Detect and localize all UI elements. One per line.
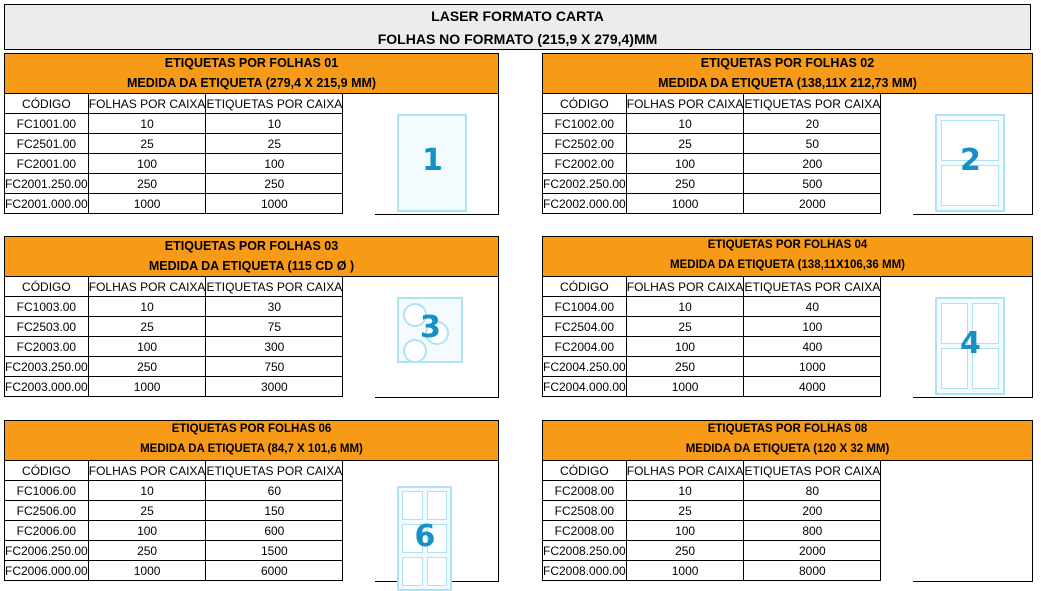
label-sheet-image [375, 93, 499, 215]
table-cell: 2000 [744, 541, 881, 561]
column-header: ETIQUETAS POR CAIXA [206, 461, 343, 481]
table-cell: FC2501.00 [5, 134, 89, 154]
table-cell: FC2008.00 [543, 481, 627, 501]
table-row [543, 377, 881, 397]
table-row [543, 174, 881, 194]
table-cell: 10 [626, 114, 744, 134]
block-title: ETIQUETAS POR FOLHAS 08 [707, 423, 868, 435]
table-header-row [5, 461, 343, 481]
block-subtitle: MEDIDA DA ETIQUETA (279,4 X 215,9 MM) [126, 76, 377, 90]
column-header: CÓDIGO [5, 277, 89, 297]
table-row [543, 357, 881, 377]
table-cell: 10 [88, 297, 206, 317]
table-cell: 10 [88, 481, 206, 501]
table-cell: FC2004.250.00 [543, 357, 627, 377]
table-cell: 20 [744, 114, 881, 134]
column-header: FOLHAS POR CAIXA [88, 277, 206, 297]
table-cell: 1500 [206, 541, 343, 561]
column-header: FOLHAS POR CAIXA [626, 94, 744, 114]
table-cell: 4000 [744, 377, 881, 397]
table-cell: 25 [626, 134, 744, 154]
table-row [5, 377, 343, 397]
table-row [5, 174, 343, 194]
table-row [5, 561, 343, 581]
table-header-row [543, 94, 881, 114]
table-cell: 100 [206, 154, 343, 174]
table-cell: FC2008.00 [543, 521, 627, 541]
table-row [5, 501, 343, 521]
table-cell: 25 [88, 317, 206, 337]
table-cell: 250 [206, 174, 343, 194]
column-header: CÓDIGO [543, 277, 627, 297]
label-cell-icon [427, 491, 448, 520]
label-sheet-image [375, 460, 499, 582]
table-cell: 60 [206, 481, 343, 501]
table-row [543, 481, 881, 501]
table-cell: 25 [88, 501, 206, 521]
table-row [543, 521, 881, 541]
table-cell: FC2006.00 [5, 521, 89, 541]
block-title: ETIQUETAS POR FOLHAS 04 [707, 239, 868, 251]
table-row [5, 154, 343, 174]
table-cell: FC2002.250.00 [543, 174, 627, 194]
table-cell: 100 [88, 154, 206, 174]
label-sheet-image [375, 276, 499, 398]
table-cell: 250 [626, 357, 744, 377]
table-cell: 1000 [88, 561, 206, 581]
header-subtitle: FOLHAS NO FORMATO (215,9 X 279,4)MM [377, 31, 658, 47]
product-table [542, 276, 881, 397]
table-cell: FC2008.000.00 [543, 561, 627, 581]
table-cell: FC1004.00 [543, 297, 627, 317]
table-cell: 75 [206, 317, 343, 337]
table-cell: 250 [88, 541, 206, 561]
label-cell-icon [402, 557, 423, 586]
table-cell: 250 [88, 357, 206, 377]
table-cell: 10 [206, 114, 343, 134]
column-header: ETIQUETAS POR CAIXA [206, 277, 343, 297]
table-cell: FC1002.00 [543, 114, 627, 134]
table-cell: FC2003.000.00 [5, 377, 89, 397]
table-row [543, 337, 881, 357]
table-cell: FC2504.00 [543, 317, 627, 337]
table-cell: 8000 [744, 561, 881, 581]
block-subtitle: MEDIDA DA ETIQUETA (115 CD Ø ) [148, 259, 355, 273]
sheet-number-icon: 1 [422, 143, 443, 178]
product-table [4, 276, 343, 397]
table-cell: 10 [626, 297, 744, 317]
table-cell: 400 [744, 337, 881, 357]
table-header-row [5, 94, 343, 114]
table-header-row [5, 277, 343, 297]
table-cell: 100 [626, 154, 744, 174]
table-cell: FC2508.00 [543, 501, 627, 521]
table-cell: FC2001.250.00 [5, 174, 89, 194]
table-cell: 250 [88, 174, 206, 194]
label-cell-icon [402, 491, 423, 520]
table-cell: FC2003.00 [5, 337, 89, 357]
table-cell: 750 [206, 357, 343, 377]
table-row [543, 297, 881, 317]
table-cell: 150 [206, 501, 343, 521]
table-cell: 800 [744, 521, 881, 541]
table-row [5, 357, 343, 377]
column-header: CÓDIGO [543, 461, 627, 481]
table-row [543, 114, 881, 134]
sheet-number-icon: 2 [960, 143, 981, 178]
table-cell: FC1001.00 [5, 114, 89, 134]
sheet-number-icon: 4 [960, 326, 981, 361]
table-cell: FC2506.00 [5, 501, 89, 521]
table-cell: 100 [88, 521, 206, 541]
table-cell: FC2001.00 [5, 154, 89, 174]
column-header: ETIQUETAS POR CAIXA [744, 461, 881, 481]
table-cell: FC2006.000.00 [5, 561, 89, 581]
block-title-bar [542, 420, 1033, 461]
block-title-bar [4, 420, 499, 461]
header-title: LASER FORMATO CARTA [431, 8, 604, 24]
table-cell: 600 [206, 521, 343, 541]
block-title-bar [4, 236, 499, 277]
column-header: ETIQUETAS POR CAIXA [206, 94, 343, 114]
table-cell: 1000 [626, 561, 744, 581]
table-row [543, 154, 881, 174]
product-table [4, 460, 343, 581]
label-sheet-image [913, 93, 1033, 215]
table-cell: 25 [626, 501, 744, 521]
column-header: CÓDIGO [5, 461, 89, 481]
column-header: ETIQUETAS POR CAIXA [744, 94, 881, 114]
table-cell: 1000 [206, 194, 343, 214]
sheet-number-icon: 3 [420, 310, 441, 345]
table-cell: 100 [88, 337, 206, 357]
product-table [542, 93, 881, 214]
table-cell: 40 [744, 297, 881, 317]
label-sheet-image [913, 276, 1033, 398]
table-cell: 25 [88, 134, 206, 154]
table-row [5, 337, 343, 357]
table-cell: 1000 [626, 377, 744, 397]
product-table [542, 460, 881, 581]
table-row [543, 541, 881, 561]
table-cell: 200 [744, 501, 881, 521]
block-title: ETIQUETAS POR FOLHAS 03 [164, 239, 339, 253]
label-cell-icon [427, 557, 448, 586]
table-cell: 10 [626, 481, 744, 501]
table-cell: 50 [744, 134, 881, 154]
table-cell: FC2503.00 [5, 317, 89, 337]
block-subtitle: MEDIDA DA ETIQUETA (84,7 X 101,6 MM) [140, 443, 363, 455]
table-row [5, 317, 343, 337]
document-header [4, 4, 1031, 50]
label-sheet-image [913, 460, 1033, 582]
block-title: ETIQUETAS POR FOLHAS 06 [171, 423, 332, 435]
column-header: ETIQUETAS POR CAIXA [744, 277, 881, 297]
table-row [5, 541, 343, 561]
table-cell: 300 [206, 337, 343, 357]
table-header-row [543, 461, 881, 481]
table-cell: 1000 [88, 377, 206, 397]
column-header: FOLHAS POR CAIXA [626, 461, 744, 481]
table-cell: FC2006.250.00 [5, 541, 89, 561]
table-row [5, 194, 343, 214]
block-title-bar [542, 53, 1033, 94]
table-row [5, 521, 343, 541]
table-cell: FC2502.00 [543, 134, 627, 154]
table-row [5, 481, 343, 501]
table-cell: 1000 [744, 357, 881, 377]
table-row [543, 561, 881, 581]
block-title: ETIQUETAS POR FOLHAS 01 [164, 56, 339, 70]
table-row [543, 134, 881, 154]
table-cell: 1000 [88, 194, 206, 214]
block-subtitle: MEDIDA DA ETIQUETA (120 X 32 MM) [685, 443, 890, 455]
table-cell: 500 [744, 174, 881, 194]
table-row [543, 501, 881, 521]
table-cell: 10 [88, 114, 206, 134]
table-cell: 25 [626, 317, 744, 337]
block-subtitle: MEDIDA DA ETIQUETA (138,11X 212,73 MM) [658, 76, 917, 90]
table-cell: FC2001.000.00 [5, 194, 89, 214]
table-row [543, 317, 881, 337]
table-cell: 30 [206, 297, 343, 317]
table-cell: FC2004.000.00 [543, 377, 627, 397]
table-cell: 1000 [626, 194, 744, 214]
table-cell: 250 [626, 541, 744, 561]
table-cell: 25 [206, 134, 343, 154]
table-cell: FC2008.250.00 [543, 541, 627, 561]
table-cell: FC2002.000.00 [543, 194, 627, 214]
table-cell: 3000 [206, 377, 343, 397]
table-cell: 2000 [744, 194, 881, 214]
table-cell: FC1003.00 [5, 297, 89, 317]
block-title-bar [542, 236, 1033, 277]
block-title: ETIQUETAS POR FOLHAS 02 [700, 56, 875, 70]
table-cell: 250 [626, 174, 744, 194]
table-cell: FC2003.250.00 [5, 357, 89, 377]
column-header: FOLHAS POR CAIXA [88, 94, 206, 114]
block-title-bar [4, 53, 499, 94]
block-subtitle: MEDIDA DA ETIQUETA (138,11X106,36 MM) [670, 259, 905, 271]
product-table [4, 93, 343, 214]
column-header: CÓDIGO [5, 94, 89, 114]
column-header: FOLHAS POR CAIXA [88, 461, 206, 481]
table-cell: 200 [744, 154, 881, 174]
table-cell: 80 [744, 481, 881, 501]
table-cell: FC2004.00 [543, 337, 627, 357]
column-header: FOLHAS POR CAIXA [626, 277, 744, 297]
table-cell: FC2002.00 [543, 154, 627, 174]
column-header: CÓDIGO [543, 94, 627, 114]
sheet-number-icon: 6 [414, 518, 436, 554]
table-row [543, 194, 881, 214]
table-cell: 6000 [206, 561, 343, 581]
table-row [5, 114, 343, 134]
table-header-row [543, 277, 881, 297]
table-cell: 100 [626, 521, 744, 541]
table-cell: 100 [744, 317, 881, 337]
table-cell: 100 [626, 337, 744, 357]
table-row [5, 297, 343, 317]
table-cell: FC1006.00 [5, 481, 89, 501]
table-row [5, 134, 343, 154]
